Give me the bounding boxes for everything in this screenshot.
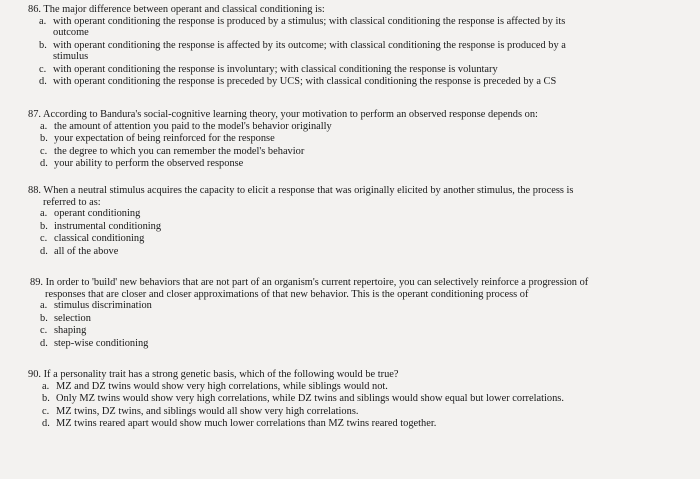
stem-line-continued: referred to as: [43, 196, 101, 208]
question-stem [28, 185, 700, 208]
option-text: all of the above [54, 245, 119, 257]
question-stem [28, 109, 700, 121]
answer-options [28, 16, 700, 90]
option-a[interactable] [39, 16, 700, 40]
option-text: with operant conditioning the response is involuntary; with classical conditioning the response is voluntary [53, 63, 498, 75]
option-letter: b. [39, 39, 47, 51]
option-text: MZ twins reared apart would show much lower correlations than MZ twins reared together. [56, 418, 437, 430]
option-b[interactable] [40, 133, 700, 146]
option-d[interactable] [40, 246, 700, 259]
option-letter: c. [42, 405, 50, 417]
answer-options [28, 381, 700, 431]
stem-line: 89. In order to 'build' new behaviors that are not part of an organism's current repertoire, you can selectively reinforce a progression of [30, 277, 589, 288]
question-89 [30, 277, 700, 350]
option-text: step-wise conditioning [54, 337, 149, 349]
question-86 [28, 4, 700, 89]
question-stem [30, 277, 700, 300]
option-d[interactable] [40, 158, 700, 171]
option-text: MZ twins, DZ twins, and siblings would all show very high correlations. [56, 405, 359, 417]
option-text: the amount of attention you paid to the model's behavior originally [54, 120, 332, 132]
option-letter: c. [40, 233, 48, 245]
option-text-continued: outcome [53, 27, 89, 39]
option-c[interactable] [39, 64, 700, 77]
option-letter: b. [42, 393, 50, 405]
option-letter: a. [40, 208, 48, 219]
option-text: selection [54, 312, 91, 324]
option-text: classical conditioning [54, 233, 145, 245]
stem-line: 86. The major difference between operant and classical conditioning is: [28, 4, 325, 15]
option-text: Only MZ twins would show very high correlations, while DZ twins and siblings would show equal but lower correlations. [56, 393, 564, 405]
option-letter: b. [40, 133, 48, 145]
option-c[interactable] [40, 233, 700, 246]
option-letter: b. [40, 312, 48, 324]
option-c[interactable] [40, 146, 700, 159]
option-letter: d. [40, 245, 48, 257]
option-text: the degree to which you can remember the model's behavior [54, 145, 305, 157]
option-letter: c. [40, 325, 48, 337]
stem-line-continued: responses that are closer and closer approximations of that new behavior. This is the operant conditioning process of [45, 288, 529, 300]
option-a[interactable] [42, 381, 700, 394]
stem-line: 90. If a personality trait has a strong genetic basis, which of the following would be true? [28, 369, 399, 380]
option-letter: d. [40, 337, 48, 349]
option-d[interactable] [40, 338, 700, 351]
option-b[interactable] [39, 40, 700, 64]
option-letter: b. [40, 220, 48, 232]
option-letter: d. [39, 76, 47, 88]
option-text: shaping [54, 325, 87, 337]
answer-options [28, 208, 700, 258]
option-c[interactable] [42, 406, 700, 419]
option-text: your expectation of being reinforced for the response [54, 133, 275, 145]
option-a[interactable] [40, 121, 700, 134]
option-letter: d. [40, 158, 48, 170]
option-b[interactable] [40, 221, 700, 234]
option-text: instrumental conditioning [54, 220, 162, 232]
option-text: with operant conditioning the response is produced by a stimulus; with classical conditioning the response is affected by its [53, 15, 566, 27]
option-letter: a. [40, 120, 48, 132]
option-text: operant conditioning [54, 208, 141, 219]
option-a[interactable] [40, 300, 700, 313]
option-d[interactable] [39, 76, 700, 89]
option-letter: d. [42, 418, 50, 430]
question-stem [28, 369, 700, 381]
option-c[interactable] [40, 325, 700, 338]
option-letter: c. [39, 63, 47, 75]
question-stem [28, 4, 700, 16]
answer-options [30, 300, 700, 350]
option-letter: a. [40, 300, 48, 311]
question-88 [28, 185, 700, 258]
option-b[interactable] [42, 393, 700, 406]
question-87 [28, 109, 700, 171]
option-text: with operant conditioning the response is preceded by UCS; with classical conditioning the response is preceded by a CS [53, 76, 557, 88]
option-text: your ability to perform the observed response [54, 158, 244, 170]
option-a[interactable] [40, 208, 700, 221]
stem-line: 88. When a neutral stimulus acquires the capacity to elicit a response that was originally elicited by another stimulus, the process is [28, 185, 574, 196]
option-letter: a. [39, 15, 47, 27]
answer-options [28, 121, 700, 171]
stem-line: 87. According to Bandura's social-cognitive learning theory, your motivation to perform an observed response depends on: [28, 109, 538, 120]
option-text: stimulus discrimination [54, 300, 152, 311]
option-text: with operant conditioning the response is affected by its outcome; with classical conditioning the response is produced by a [53, 39, 566, 51]
option-text: MZ and DZ twins would show very high correlations, while siblings would not. [56, 380, 388, 392]
question-90 [28, 369, 700, 431]
option-d[interactable] [42, 418, 700, 431]
option-letter: a. [42, 380, 50, 392]
option-b[interactable] [40, 313, 700, 326]
option-letter: c. [40, 145, 48, 157]
option-text-continued: stimulus [53, 51, 89, 63]
